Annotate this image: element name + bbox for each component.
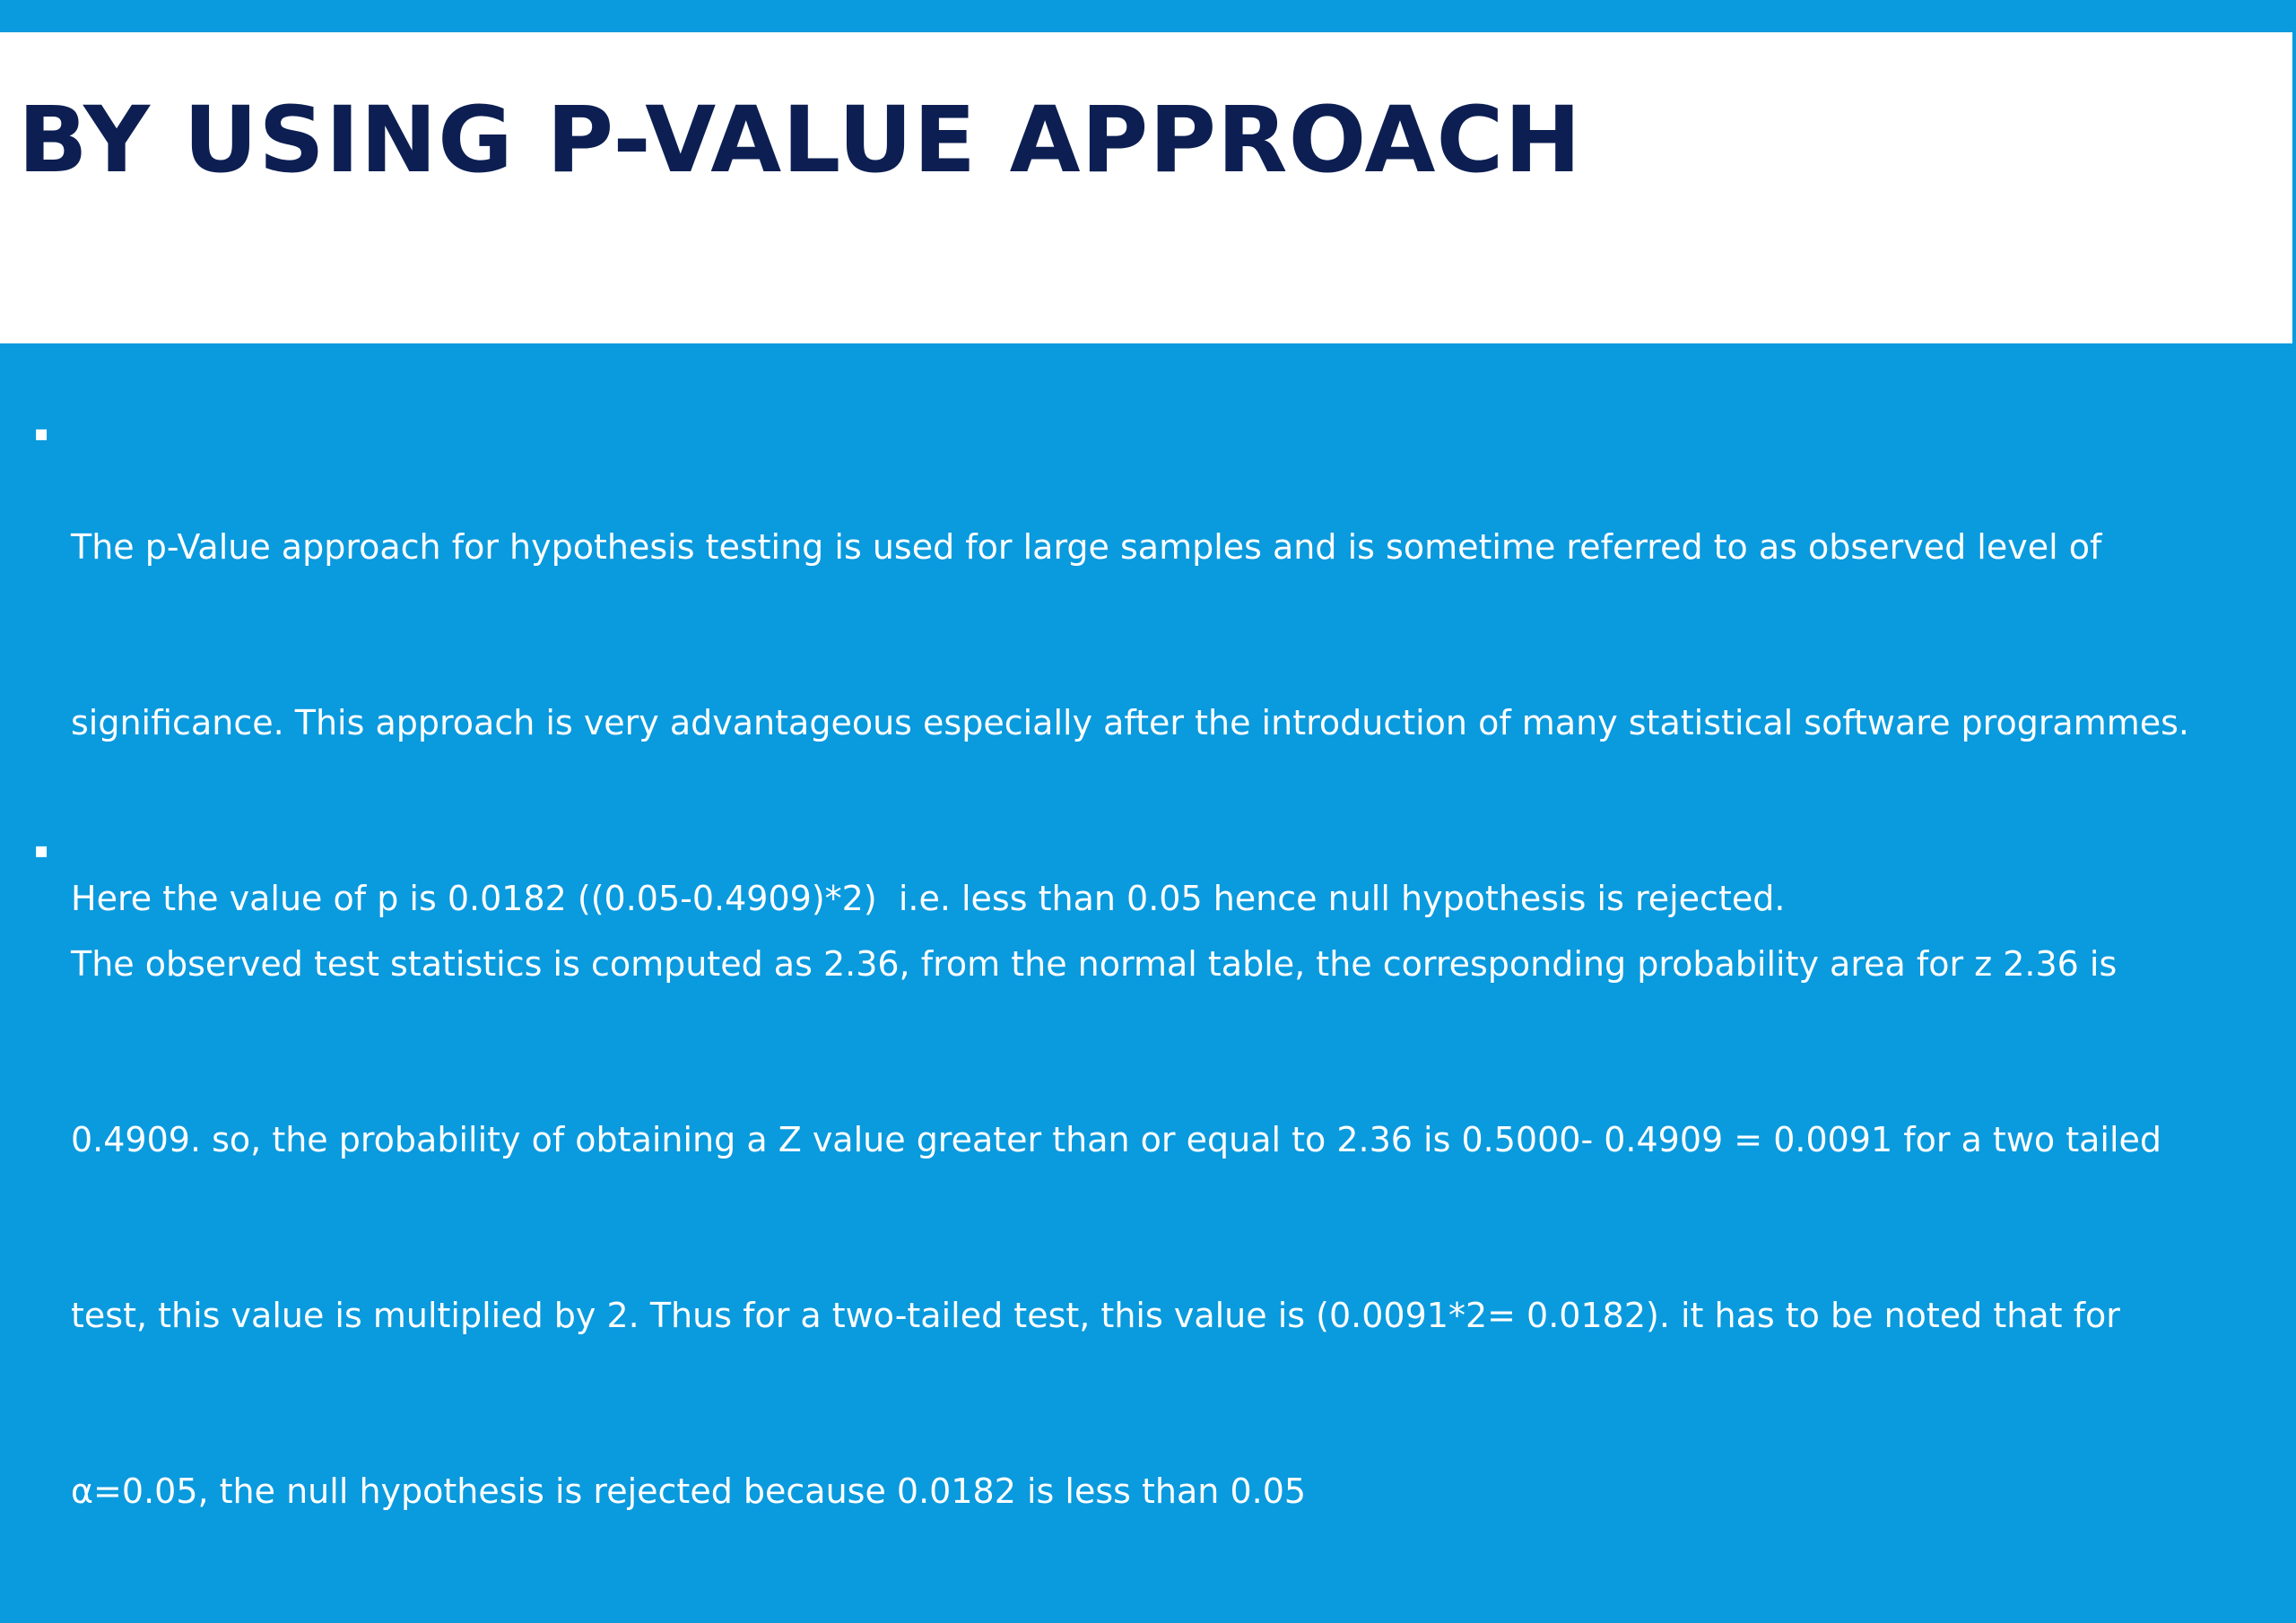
bullet-line: Here the value of p is 0.0182 ((0.05-0.4909)*2) i.e. less than 0.05 hence null hypothesis is rejected. <box>71 879 1786 918</box>
bullet-marker-icon: ▪ <box>34 838 49 863</box>
bullet-line: α=0.05, the null hypothesis is rejected because 0.0182 is less than 0.05 <box>71 1471 1307 1511</box>
bullet-line: The observed test statistics is computed as 2.36, from the normal table, the corresponding probability area for z 2.36 is <box>71 944 2118 984</box>
title-panel <box>0 32 2292 343</box>
top-accent-band <box>0 0 2296 32</box>
slide-content <box>0 343 2296 1511</box>
bullet-line: significance. This approach is very advantageous especially after the introduction of many statistical software programmes. <box>71 703 2190 742</box>
bullet-line: test, this value is multiplied by 2. Thus for a two-tailed test, this value is (0.0091*2= 0.0182). it has to be noted that for <box>71 1296 2120 1335</box>
bullet-line: The p-Value approach for hypothesis testing is used for large samples and is sometime referred to as observed level of <box>71 527 2102 567</box>
slide-title: BY USING P-VALUE APPROACH <box>18 87 1582 194</box>
bullet-line: 0.4909. so, the probability of obtaining a Z value greater than or equal to 2.36 is 0.5000- 0.4909 = 0.0091 for a two tailed <box>71 1120 2162 1159</box>
bullet-marker-icon: ▪ <box>34 421 49 446</box>
bullet-text <box>71 832 2250 1623</box>
